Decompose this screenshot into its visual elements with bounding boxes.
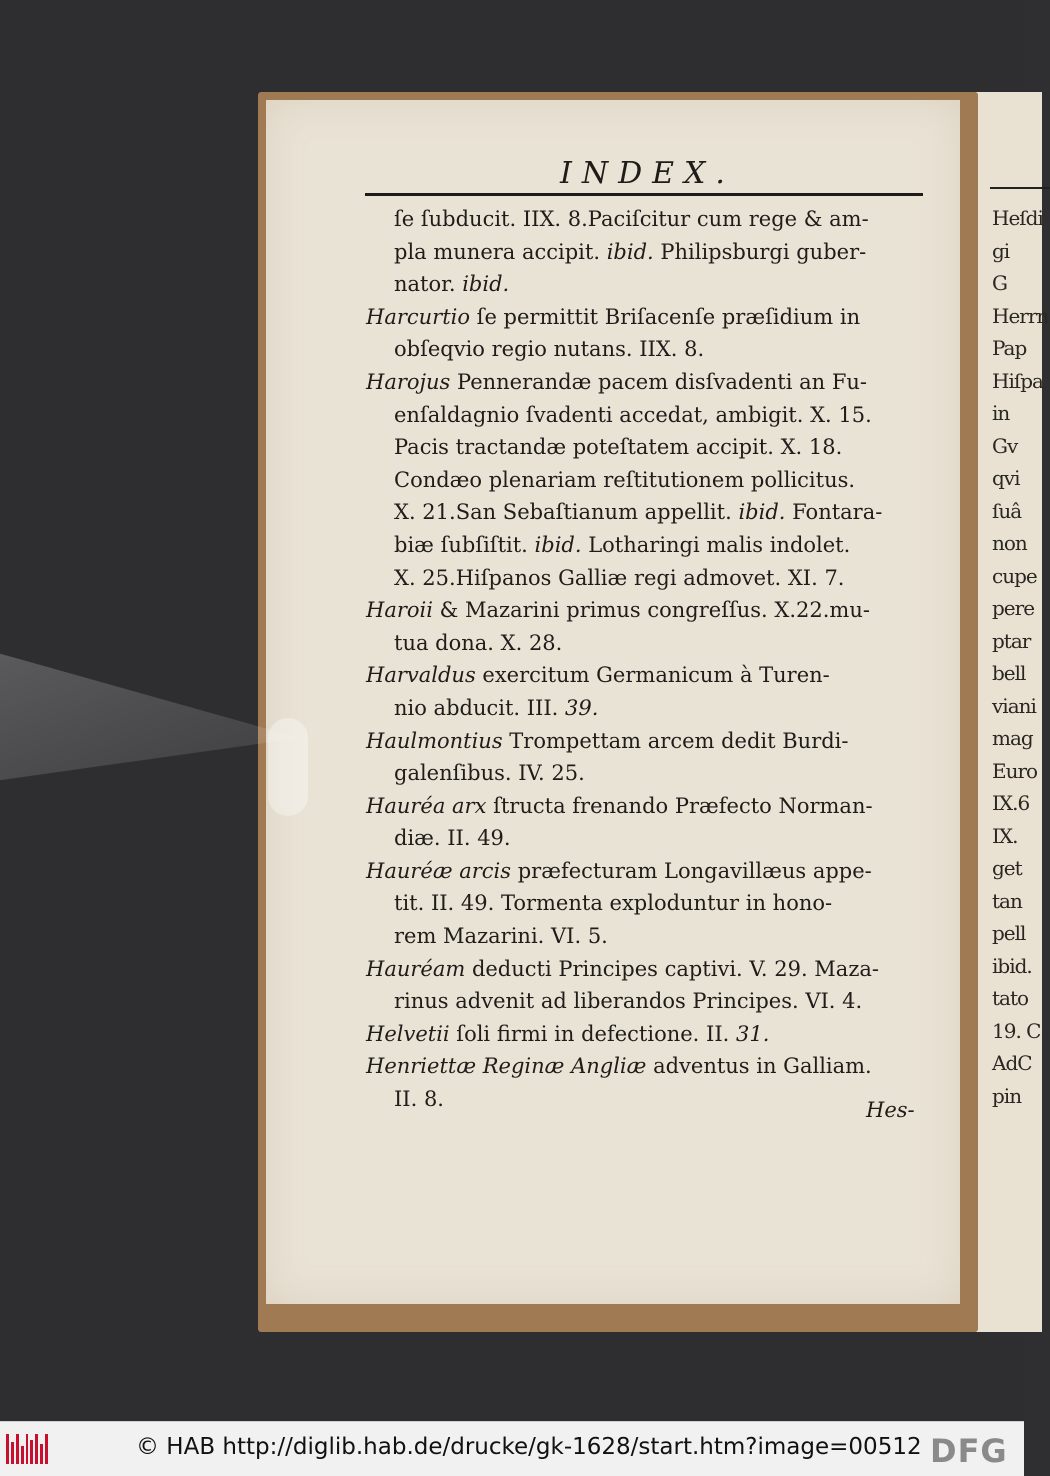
index-italic-text: Harvaldus <box>366 663 476 688</box>
index-italic-text: Hauréæ arcis <box>366 858 512 883</box>
adjacent-page-fragment: IX. <box>992 823 1018 848</box>
index-text: exercitum Germanicum à Turen- <box>475 663 830 688</box>
adjacent-page-fragment: Hiſpa <box>992 368 1043 393</box>
adjacent-page-fragment: tato <box>992 986 1029 1010</box>
index-text: enſaldagnio ſvadenti accedat, ambigit. X. 15. <box>394 402 872 427</box>
index-italic-text: Henriettæ Reginæ Angliæ <box>366 1054 647 1079</box>
index-text: X. 25.Hiſpanos Galliæ regi admovet. XI. 7. <box>394 565 845 590</box>
index-text: nio abducit. III. <box>394 695 565 720</box>
adjacent-page-fragment: bell <box>992 661 1026 685</box>
adjacent-page-fragment: get <box>992 856 1022 880</box>
adjacent-page-fragment: G <box>992 271 1007 295</box>
index-text: ſoli firmi in defectione. II. <box>449 1021 736 1046</box>
index-text: rem Mazarini. VI. 5. <box>394 924 608 949</box>
index-line <box>366 333 936 366</box>
index-italic-text: Haroii <box>366 598 433 623</box>
index-text: Fontara- <box>785 500 883 525</box>
index-line <box>366 692 936 725</box>
index-italic-text: Harojus <box>366 369 451 394</box>
adjacent-page-fragment: pere <box>992 596 1035 620</box>
index-line <box>366 301 936 334</box>
index-line <box>366 529 936 562</box>
index-italic-text: Haulmontius <box>366 728 503 753</box>
adjacent-page-fragment: ſuâ <box>992 498 1022 523</box>
index-italic-text: Helvetii <box>366 1021 450 1046</box>
index-line <box>366 1018 936 1051</box>
index-line <box>366 1050 936 1083</box>
catchword: Hes- <box>866 1098 915 1122</box>
index-line <box>366 757 936 790</box>
glass-holder-tip <box>268 718 308 816</box>
index-italic-text: ibid. <box>738 500 786 525</box>
adjacent-page-fragment: 19. C <box>992 1018 1041 1043</box>
adjacent-page-fragment: in <box>992 401 1010 425</box>
index-italic-text: Hauréa arx <box>366 793 487 818</box>
adjacent-page-text <box>992 202 1049 1112</box>
index-line <box>366 496 936 529</box>
glass-page-holder <box>0 648 300 828</box>
index-line <box>366 790 936 823</box>
index-italic-text: Harcurtio <box>366 304 470 329</box>
adjacent-page-fragment: gi <box>992 238 1010 263</box>
index-text: Pennerandæ pacem disſvadenti an Fu- <box>450 369 868 394</box>
index-text: Pacis tractandæ poteſtatem accipit. X. 18. <box>394 435 843 460</box>
index-italic-text: ibid. <box>534 532 582 557</box>
adjacent-page-fragment: pell <box>992 921 1026 945</box>
index-italic-text: 39. <box>565 695 599 720</box>
barcode-icon <box>6 1434 48 1464</box>
page-header: INDEX. <box>560 156 735 191</box>
index-text: II. 8. <box>394 1087 444 1112</box>
adjacent-page-fragment: viani <box>992 693 1036 718</box>
copyright-url: © HAB http://diglib.hab.de/drucke/gk-1628/start.htm?image=00512 <box>136 1434 922 1460</box>
index-text: nator. <box>394 272 463 297</box>
index-text: X. 21.San Sebaſtianum appellit. <box>394 500 739 525</box>
adjacent-page-fragment: IX.6 <box>992 791 1030 815</box>
index-line <box>366 822 936 855</box>
index-text: Philipsburgi guber- <box>653 239 867 264</box>
dfg-logo: DFG <box>930 1432 1008 1470</box>
adjacent-page-fragment: non <box>992 531 1027 555</box>
index-text-block <box>366 203 936 1116</box>
index-line <box>366 464 936 497</box>
index-line <box>366 953 936 986</box>
index-line <box>366 562 936 595</box>
index-text: ſtructa frenando Præfecto Norman- <box>486 793 873 818</box>
index-text: galenſibus. IV. 25. <box>394 761 585 786</box>
index-text: tua dona. X. 28. <box>394 630 563 655</box>
adjacent-page-fragment: Heſdi <box>992 206 1043 230</box>
index-italic-text: ibid. <box>462 272 510 297</box>
adjacent-page-fragment: pin <box>992 1083 1022 1108</box>
index-line <box>366 725 936 758</box>
index-line <box>366 855 936 888</box>
adjacent-page-fragment: qvi <box>992 466 1020 490</box>
index-italic-text: 31. <box>735 1021 770 1046</box>
viewer-footer <box>0 1421 1024 1476</box>
index-text: adventus in Galliam. <box>646 1054 872 1079</box>
adjacent-page-fragment: Pap <box>992 336 1027 360</box>
index-line <box>366 268 936 301</box>
index-text: ſe ſubducit. IIX. 8.Paciſcitur cum rege & am- <box>394 207 869 231</box>
index-line <box>366 203 936 236</box>
index-line <box>366 431 936 464</box>
index-text: ſe permittit Briſacenſe præſidium in <box>470 304 861 329</box>
adjacent-page-fragment: cupe <box>992 563 1037 588</box>
index-line <box>366 887 936 920</box>
index-line <box>366 985 936 1018</box>
index-line <box>366 399 936 432</box>
index-italic-text: ibid. <box>606 239 654 264</box>
adjacent-page-fragment: Gv <box>992 433 1018 458</box>
adjacent-page-fragment: AdC <box>992 1051 1032 1075</box>
index-italic-text: Hauréam <box>366 956 466 981</box>
adjacent-page-fragment: tan <box>992 888 1022 913</box>
index-text: & Mazarini primus congreſſus. X.22.mu- <box>432 598 870 623</box>
index-line <box>366 659 936 692</box>
adjacent-page-fragment: ptar <box>992 628 1031 653</box>
index-text: Condæo plenariam reſtitutionem pollicitus. <box>394 467 856 492</box>
index-text: obſeqvio regio nutans. IIX. 8. <box>394 337 705 362</box>
index-text: tit. II. 49. Tormenta exploduntur in hono- <box>394 891 833 916</box>
index-text: rinus advenit ad liberandos Principes. VI. 4. <box>394 989 863 1014</box>
index-text: Lotharingi malis indolet. <box>581 532 851 557</box>
index-line <box>366 920 936 953</box>
index-line <box>366 236 936 269</box>
index-text: pla munera accipit. <box>394 239 607 264</box>
index-text: præfecturam Longavillæus appe- <box>511 858 872 883</box>
header-rule <box>365 193 923 196</box>
index-text: Trompettam arcem dedit Burdi- <box>502 728 849 753</box>
index-text: biæ ſubſiſtit. <box>394 532 535 557</box>
adjacent-page-fragment: Euro <box>992 758 1038 783</box>
adjacent-page-rule <box>990 187 1050 189</box>
index-line <box>366 366 936 399</box>
adjacent-page-fragment: mag <box>992 726 1033 750</box>
index-line <box>366 627 936 660</box>
adjacent-page-fragment: ibid. <box>992 953 1032 978</box>
adjacent-page-fragment: Herrn <box>992 303 1049 328</box>
index-line <box>366 594 936 627</box>
index-text: diæ. II. 49. <box>394 826 511 851</box>
index-text: deducti Principes captivi. V. 29. Maza- <box>465 956 880 981</box>
index-line <box>366 1083 936 1116</box>
